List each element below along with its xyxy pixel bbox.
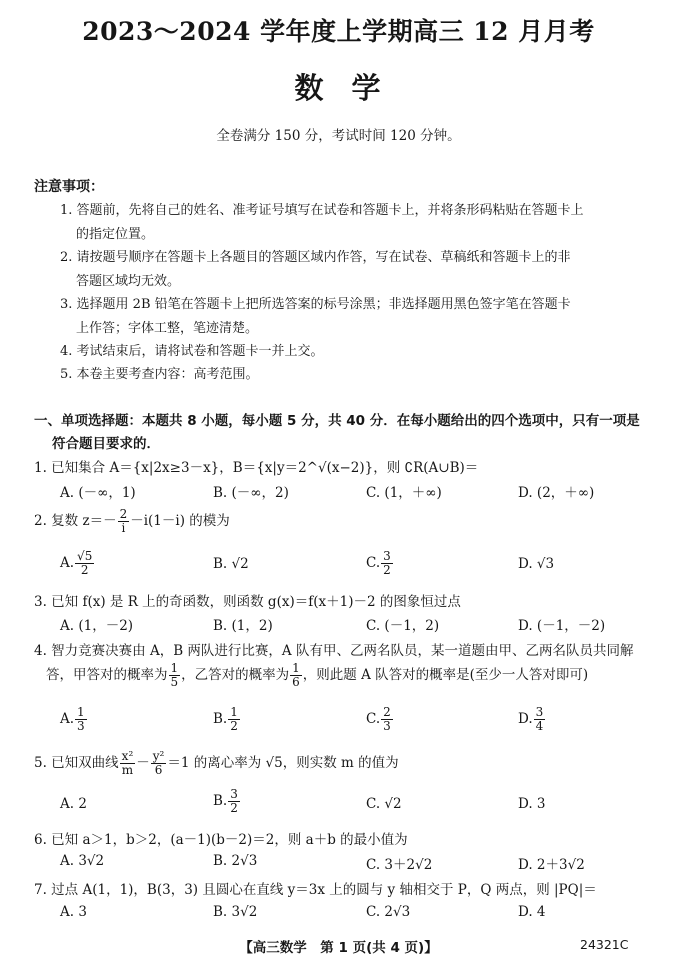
q5-text: － — [136, 755, 150, 771]
frac-num: 1 — [170, 661, 179, 675]
notice-heading: 注意事项： — [34, 179, 104, 195]
q3-option-d: D. (－1，－2) — [518, 618, 606, 634]
q1-option-c: C. (1，＋∞) — [366, 485, 442, 501]
frac-num: 3 — [535, 705, 544, 719]
q4-option-d — [518, 706, 546, 733]
question-4-stem-cont — [46, 662, 588, 689]
frac-den: 2 — [383, 563, 391, 577]
section-heading-cont: 符合题目要求的． — [52, 436, 160, 452]
frac-den: i — [121, 521, 126, 535]
frac-den: 3 — [383, 719, 391, 733]
notice-item: 2. 请按题号顺序在答题卡上各题目的答题区域内作答，写在试卷、草稿纸和答题卡上的非 — [60, 250, 571, 265]
q1-option-a: A. (－∞，1) — [60, 485, 136, 501]
frac-num: x² — [121, 749, 134, 763]
q5-fraction-1 — [120, 750, 136, 777]
q2-fraction — [118, 508, 130, 535]
q4-text: ，乙答对的概率为 — [181, 667, 290, 683]
q7-option-d: D. 4 — [518, 904, 546, 920]
q4-text: 答，甲答对的概率为 — [46, 667, 168, 683]
frac-den: 4 — [535, 719, 544, 733]
q5-option-a: A. 2 — [60, 796, 87, 812]
option-label: C. — [366, 555, 381, 571]
notice-item: 1. 答题前，先将自己的姓名、准考证号填写在试卷和答题卡上，并将条形码粘贴在答题卡上 — [60, 203, 584, 218]
exam-title: 2023～2024 学年度上学期高三 12 月月考 — [82, 17, 595, 46]
q4-option-b — [213, 706, 241, 733]
q5-option-d: D. 3 — [518, 796, 546, 812]
option-label: B. — [213, 711, 228, 727]
option-fraction — [381, 550, 393, 577]
option-label: A. — [60, 711, 75, 727]
notice-item: 3. 选择题用 2B 铅笔在答题卡上把所选答案的标号涂黑；非选择题用黑色签字笔在答题卡 — [60, 297, 571, 312]
frac-num: 1 — [77, 705, 85, 719]
q6-option-b: B. 2√3 — [213, 853, 258, 869]
notice-item: 上作答；字体工整，笔迹清楚。 — [76, 321, 259, 336]
q7-option-c: C. 2√3 — [366, 904, 411, 920]
q3-option-b: B. (1，2) — [213, 618, 273, 634]
q4-option-a — [60, 706, 88, 733]
q1-option-d: D. (2，＋∞) — [518, 485, 595, 501]
q6-option-d: D. 2＋3√2 — [518, 857, 585, 873]
question-6-stem: 6. 已知 a＞1，b＞2，(a－1)(b－2)＝2，则 a＋b 的最小值为 — [34, 832, 408, 848]
q2-option-c — [366, 550, 394, 577]
frac-num: √5 — [77, 549, 93, 563]
option-fraction — [75, 550, 94, 577]
frac-den: 6 — [154, 763, 163, 777]
frac-den: 3 — [77, 719, 85, 733]
q5-text: ＝1 的离心率为 √5，则实数 m 的值为 — [167, 755, 399, 771]
frac-den: 2 — [230, 801, 238, 815]
question-4-stem: 4. 智力竞赛决赛由 A，B 两队进行比赛，A 队有甲、乙两名队员，某一道题由甲、乙两名队员共同解 — [34, 643, 634, 659]
exam-info: 全卷满分 150 分，考试时间 120 分钟。 — [216, 128, 461, 144]
q2-stem-pre: 2. 复数 z＝－ — [34, 513, 117, 529]
q4-fraction-2 — [290, 662, 302, 689]
q4-fraction-1 — [169, 662, 181, 689]
q6-option-a: A. 3√2 — [60, 853, 105, 869]
option-label: B. — [213, 793, 228, 809]
frac-num: 2 — [119, 507, 128, 521]
frac-den: 5 — [170, 675, 179, 689]
option-label: A. — [60, 555, 75, 571]
option-fraction — [75, 706, 87, 733]
frac-num: y² — [152, 749, 165, 763]
option-label: D. — [518, 711, 533, 727]
frac-den: 2 — [230, 719, 238, 733]
q2-option-b: B. √2 — [213, 556, 249, 572]
q4-option-c — [366, 706, 394, 733]
option-fraction — [228, 706, 240, 733]
frac-num: 3 — [230, 787, 238, 801]
q5-text: 5. 已知双曲线 — [34, 755, 119, 771]
frac-den: 2 — [80, 563, 89, 577]
q2-option-d: D. √3 — [518, 556, 555, 572]
question-3-stem: 3. 已知 f(x) 是 R 上的奇函数，则函数 g(x)＝f(x＋1)－2 的图象恒过点 — [34, 594, 461, 610]
notice-item: 的指定位置。 — [76, 227, 155, 242]
frac-num: 2 — [383, 705, 391, 719]
q3-option-a: A. (1，－2) — [60, 618, 134, 634]
q2-option-a — [60, 550, 95, 577]
q3-option-c: C. (－1，2) — [366, 618, 440, 634]
frac-den: m — [121, 763, 134, 777]
q5-fraction-2 — [151, 750, 167, 777]
option-label: C. — [366, 711, 381, 727]
frac-num: 3 — [383, 549, 391, 563]
question-7-stem: 7. 过点 A(1，1)，B(3，3) 且圆心在直线 y＝3x 上的圆与 y 轴相交于 P，Q 两点，则 |PQ|＝ — [34, 882, 597, 898]
notice-item: 5. 本卷主要考查内容：高考范围。 — [60, 367, 259, 382]
frac-den: 6 — [292, 675, 300, 689]
notice-item: 4. 考试结束后，请将试卷和答题卡一并上交。 — [60, 344, 324, 359]
option-fraction — [381, 706, 393, 733]
question-2-stem — [34, 508, 230, 535]
q7-option-b: B. 3√2 — [213, 904, 258, 920]
question-1-stem: 1. 已知集合 A＝{x|2x≥3－x}，B＝{x|y＝2^√(x−2)}，则 ∁R(A∪B)＝ — [34, 460, 479, 476]
q7-option-a: A. 3 — [60, 904, 87, 920]
option-fraction — [228, 788, 240, 815]
q1-option-b: B. (－∞，2) — [213, 485, 289, 501]
q2-stem-post: －i(1－i) 的模为 — [130, 513, 230, 529]
page-footer: 【高三数学 第 1 页(共 4 页)】 — [239, 940, 438, 956]
subject-title: 数学 — [294, 71, 409, 105]
notice-item: 答题区域均无效。 — [76, 274, 181, 289]
q5-option-c: C. √2 — [366, 796, 402, 812]
paper-code: 24321C — [580, 937, 629, 952]
section-heading: 一、单项选择题：本题共 8 小题，每小题 5 分，共 40 分．在每小题给出的四个选项中，只有一项是 — [34, 413, 640, 429]
q4-text: ，则此题 A 队答对的概率是(至少一人答对即可) — [302, 667, 589, 683]
frac-num: 1 — [230, 705, 238, 719]
question-5-stem — [34, 750, 399, 777]
q6-option-c: C. 3＋2√2 — [366, 857, 433, 873]
frac-num: 1 — [292, 661, 300, 675]
option-fraction — [534, 706, 546, 733]
q5-option-b — [213, 788, 241, 815]
